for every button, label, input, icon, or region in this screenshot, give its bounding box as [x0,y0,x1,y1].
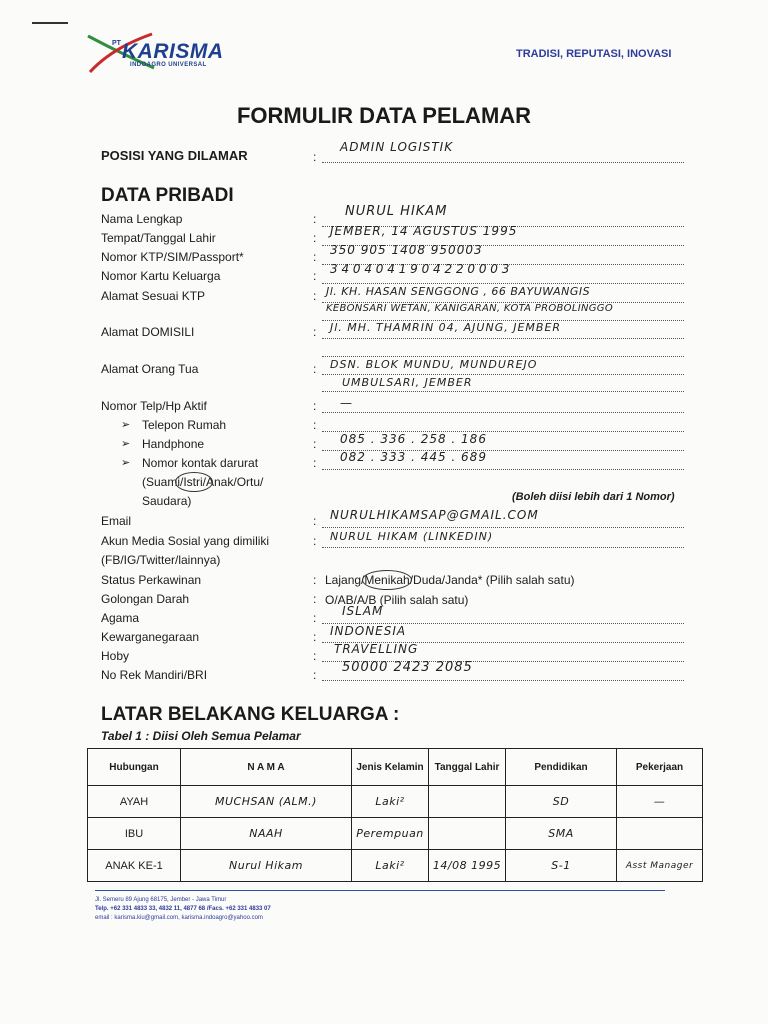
posisi-value[interactable]: ADMIN LOGISTIK [340,140,454,154]
ortu-line2[interactable]: UMBULSARI, JEMBER [342,376,473,389]
colon: : [313,649,317,663]
ktp-value[interactable]: 350 905 1408 950003 [330,243,483,257]
domisili-value[interactable]: Jl. MH. THAMRIN 04, AJUNG, JEMBER [330,321,562,334]
table-cell: ANAK KE-1 [88,850,181,882]
arrow-bullet-icon: ➢ [121,457,131,469]
darurat-label-2: (Suami/Istri/Anak/Ortu/ [142,475,264,489]
warga-label: Kewarganegaraan [101,630,200,644]
table-cell[interactable]: Laki² [352,786,429,818]
table-row [88,786,703,818]
agama-value[interactable]: ISLAM [342,604,384,618]
colon: : [313,399,317,413]
darah-options[interactable]: O/AB/A/B (Pilih salah satu) [325,593,469,607]
circle-mark [175,472,213,492]
column-header: Pekerjaan [617,749,703,786]
table-cell[interactable]: Asst Manager [617,850,703,882]
ortu-label: Alamat Orang Tua [101,362,199,376]
telp-value[interactable]: — [340,396,353,410]
table-cell[interactable]: Nurul Hikam [181,850,352,882]
medsos-label: Akun Media Sosial yang dimiliki [101,534,270,548]
logo-prefix: PT [112,40,121,47]
table-cell[interactable]: NAAH [181,818,352,850]
table-cell: AYAH [88,786,181,818]
darurat-note: (Boleh diisi lebih dari 1 Nomor) [512,491,675,503]
ortu-line1[interactable]: DSN. BLOK MUNDU, MUNDUREJO [330,358,538,371]
handphone-value[interactable]: 085 . 336 . 258 . 186 [340,432,487,446]
fill-line [322,412,684,413]
fill-line [322,374,684,375]
table-cell[interactable] [429,786,506,818]
table-cell[interactable]: — [617,786,703,818]
table-cell[interactable]: SD [506,786,617,818]
status-label: Status Perkawinan [101,573,202,587]
darurat-label: Nomor kontak darurat [142,456,259,470]
nama-value[interactable]: NURUL HIKAM [345,204,448,219]
table-header-row [88,749,703,786]
warga-value[interactable]: INDONESIA [330,624,407,638]
alamat-ktp-line2[interactable]: KEBONSARI WETAN, KANIGARAN, KOTA PROBOLINGGO [326,303,613,314]
medsos-label-2: (FB/IG/Twitter/lainnya) [101,553,221,567]
data-pribadi-heading: DATA PRIBADI [101,185,234,206]
table-cell[interactable]: Perempuan [352,818,429,850]
rek-value[interactable]: 50000 2423 2085 [342,660,473,675]
colon: : [313,514,317,528]
colon: : [313,668,317,682]
table-cell[interactable] [429,818,506,850]
company-tagline: TRADISI, REPUTASI, INOVASI [516,48,672,60]
colon: : [313,212,317,226]
footer-address: Jl. Semeru 89 Ajung 68175, Jember - Jawa Timur [95,897,227,903]
table-cell[interactable]: MUCHSAN (ALM.) [181,786,352,818]
colon: : [313,592,317,606]
fill-line [322,469,684,470]
ttl-value[interactable]: JEMBER, 14 AGUSTUS 1995 [330,224,518,238]
colon: : [313,534,317,548]
table-row [88,850,703,882]
handphone-label: Handphone [142,437,205,451]
kk-label: Nomor Kartu Keluarga [101,269,221,283]
colon: : [313,150,317,164]
table-cell[interactable]: SMA [506,818,617,850]
column-header: N A M A [181,749,352,786]
column-header: Hubungan [88,749,181,786]
arrow-bullet-icon: ➢ [121,438,131,450]
hoby-label: Hoby [101,649,130,663]
logo-name: KARISMA [122,40,224,63]
colon: : [313,630,317,644]
alamat-ktp-label: Alamat Sesuai KTP [101,289,206,303]
darurat-value[interactable]: 082 . 333 . 445 . 689 [340,450,487,464]
colon: : [313,573,317,587]
telp-label: Nomor Telp/Hp Aktif [101,399,207,413]
column-header: Jenis Kelamin [352,749,429,786]
posisi-label: POSISI YANG DILAMAR [101,148,248,163]
logo-subtitle: INDOAGRO UNIVERSAL [130,62,207,68]
table-cell[interactable] [617,818,703,850]
colon: : [313,362,317,376]
fill-line [322,391,684,392]
footer-divider [95,890,665,891]
keluarga-heading: LATAR BELAKANG KELUARGA : [101,704,400,725]
fill-line [322,680,684,681]
email-value[interactable]: NURULHIKAMSAP@GMAIL.COM [330,508,539,522]
footer-phone: Telp. +62 331 4833 33, 4832 11, 4877 68 /Facs. +62 331 4833 07 [95,906,271,912]
table-cell: IBU [88,818,181,850]
arrow-bullet-icon: ➢ [121,419,131,431]
colon: : [313,231,317,245]
column-header: Pendidikan [506,749,617,786]
company-logo [82,28,252,76]
table-cell[interactable]: Laki² [352,850,429,882]
fill-line [322,162,684,163]
ktp-label: Nomor KTP/SIM/Passport* [101,250,244,264]
fill-line [322,338,684,339]
ttl-label: Tempat/Tanggal Lahir [101,231,216,245]
form-title: FORMULIR DATA PELAMAR [236,103,532,128]
colon: : [313,250,317,264]
column-header: Tanggal Lahir [429,749,506,786]
rumah-label: Telepon Rumah [142,418,227,432]
colon: : [313,418,317,432]
status-options[interactable]: Lajang/Menikah/Duda/Janda* (Pilih salah satu) [325,573,575,587]
darah-label: Golongan Darah [101,592,190,606]
table-row [88,818,703,850]
table-cell[interactable]: S-1 [506,850,617,882]
medsos-value[interactable]: NURUL HIKAM (LINKEDIN) [330,530,494,543]
alamat-ktp-line1[interactable]: Jl. KH. HASAN SENGGONG , 66 BAYUWANGIS [326,285,591,298]
colon: : [313,325,317,339]
footer-email: email : karisma.kiu@gmail.com, karisma.indoagro@yahoo.com [95,915,263,921]
darurat-label-3: Saudara) [142,494,192,508]
kk-value[interactable]: 3 4 0 4 0 4 1 9 0 4 2 2 0 0 0 3 [330,262,510,276]
fill-line [322,356,684,357]
email-label: Email [101,514,132,528]
colon: : [313,437,317,451]
colon: : [313,611,317,625]
family-table [87,748,703,882]
fill-line [322,283,684,284]
fill-line [322,527,684,528]
colon: : [313,289,317,303]
colon: : [313,269,317,283]
table-cell[interactable]: 14/08 1995 [429,850,506,882]
circle-mark [362,570,412,590]
colon: : [313,456,317,470]
rek-label: No Rek Mandiri/BRI [101,668,208,682]
agama-label: Agama [101,611,140,625]
scan-mark [32,22,68,24]
table-caption: Tabel 1 : Diisi Oleh Semua Pelamar [101,729,301,743]
nama-label: Nama Lengkap [101,212,183,226]
domisili-label: Alamat DOMISILI [101,325,195,339]
hoby-value[interactable]: TRAVELLING [334,642,419,656]
fill-line [322,547,684,548]
